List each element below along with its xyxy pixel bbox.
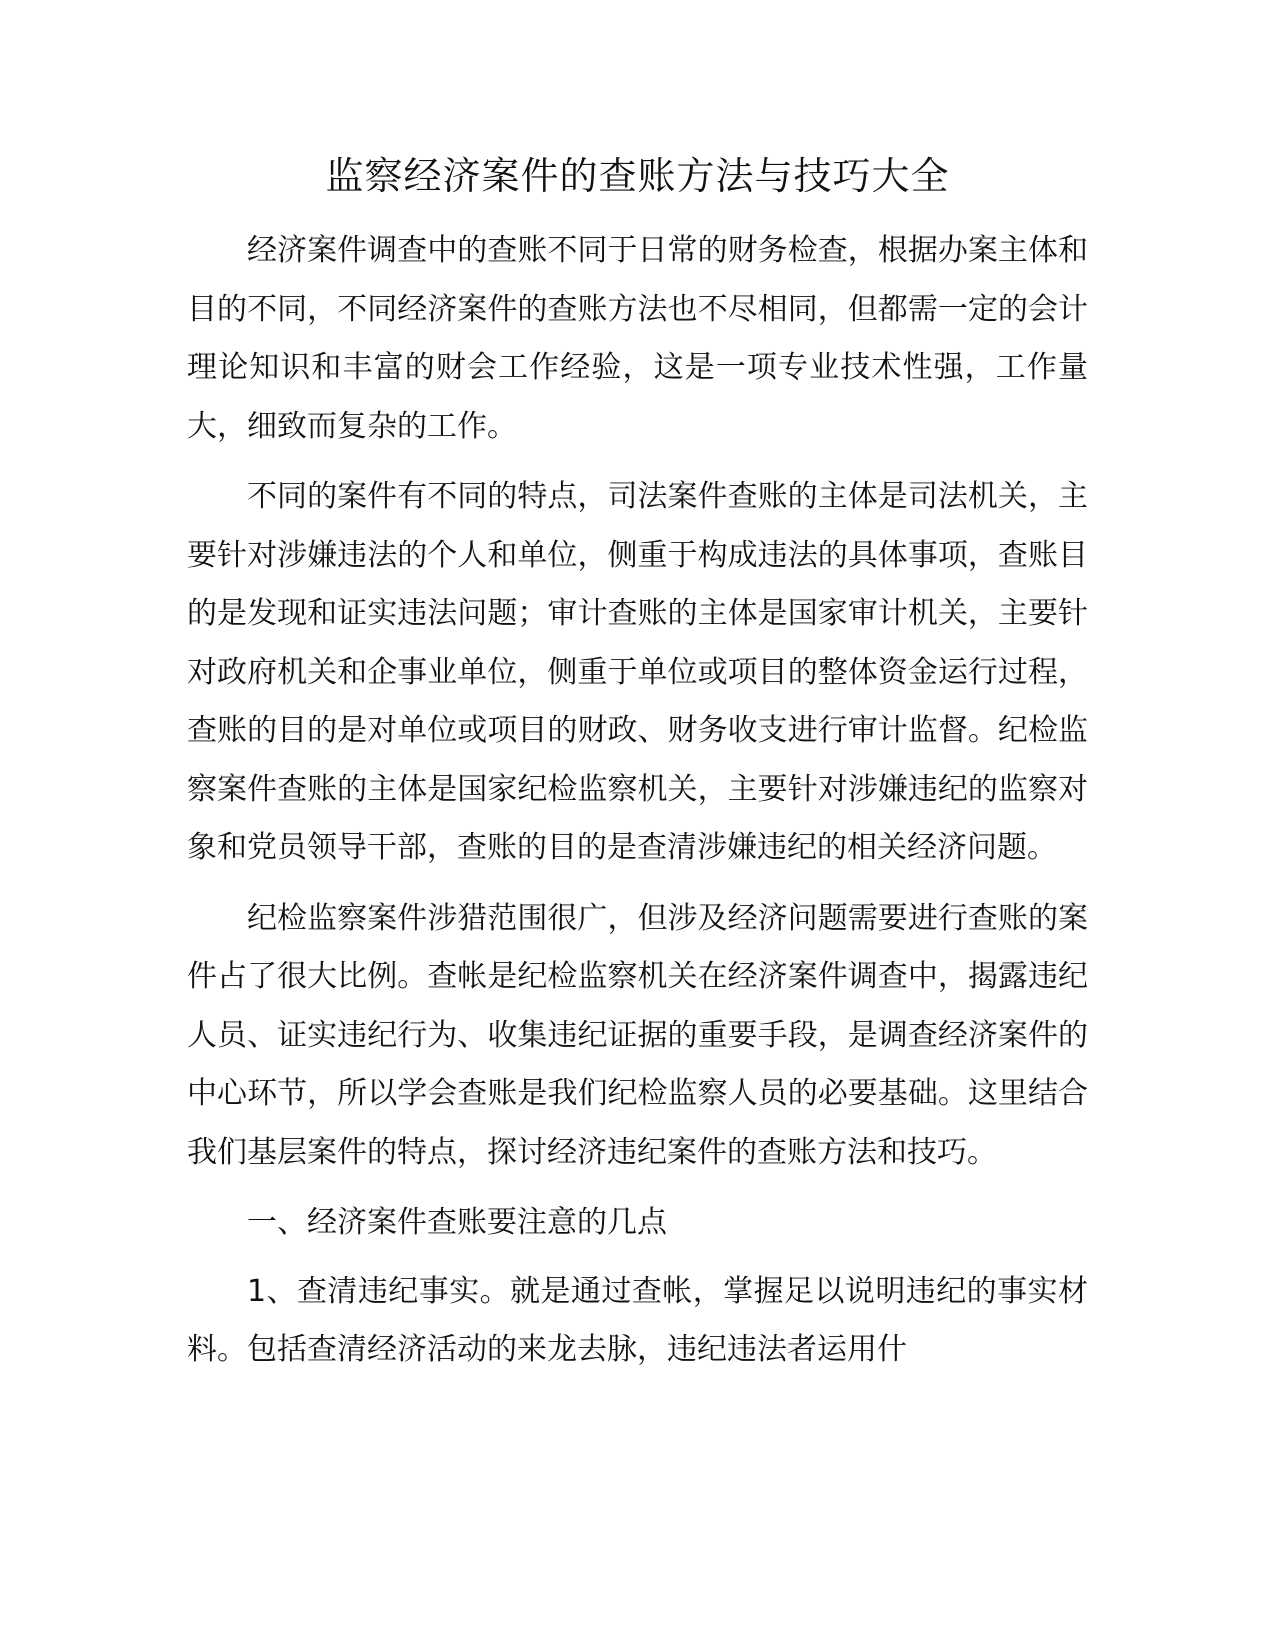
- paragraph-case-types: 不同的案件有不同的特点，司法案件查账的主体是司法机关，主要针对涉嫌违法的个人和单位，侧重于构成违法的具体事项，查账目的是发现和证实违法问题；审计查账的主体是国家审计机关，主要针对政府机关和企事业单位，侧重于单位或项目的整体资金运行过程，查账的目的是对单位或项目的财政、财务收支进行审计监督。纪检监察案件查账的主体是国家纪检监察机关，主要针对涉嫌违纪的监察对象和党员领导干部，查账的目的是查清涉嫌违纪的相关经济问题。: [187, 479, 1088, 865]
- section-heading-1: 一、经济案件查账要注意的几点: [247, 1205, 667, 1240]
- paragraph-intro: 经济案件调查中的查账不同于日常的财务检查，根据办案主体和目的不同，不同经济案件的查账方法也不尽相同，但都需一定的会计理论知识和丰富的财会工作经验，这是一项专业技术性强，工作量大，细致而复杂的工作。: [187, 233, 1088, 444]
- document-title: 监察经济案件的查账方法与技巧大全: [325, 154, 950, 198]
- paragraph-scope: 纪检监察案件涉猎范围很广，但涉及经济问题需要进行查账的案件占了很大比例。查帐是纪检监察机关在经济案件调查中，揭露违纪人员、证实违纪行为、收集违纪证据的重要手段，是调查经济案件的中心环节，所以学会查账是我们纪检监察人员的必要基础。这里结合我们基层案件的特点，探讨经济违纪案件的查账方法和技巧。: [187, 900, 1088, 1170]
- document-body: [187, 222, 1088, 1392]
- paragraph-point-1: 1、查清违纪事实。就是通过查帐，掌握足以说明违纪的事实材料。包括查清经济活动的来龙去脉，违纪违法者运用什: [187, 1273, 1088, 1367]
